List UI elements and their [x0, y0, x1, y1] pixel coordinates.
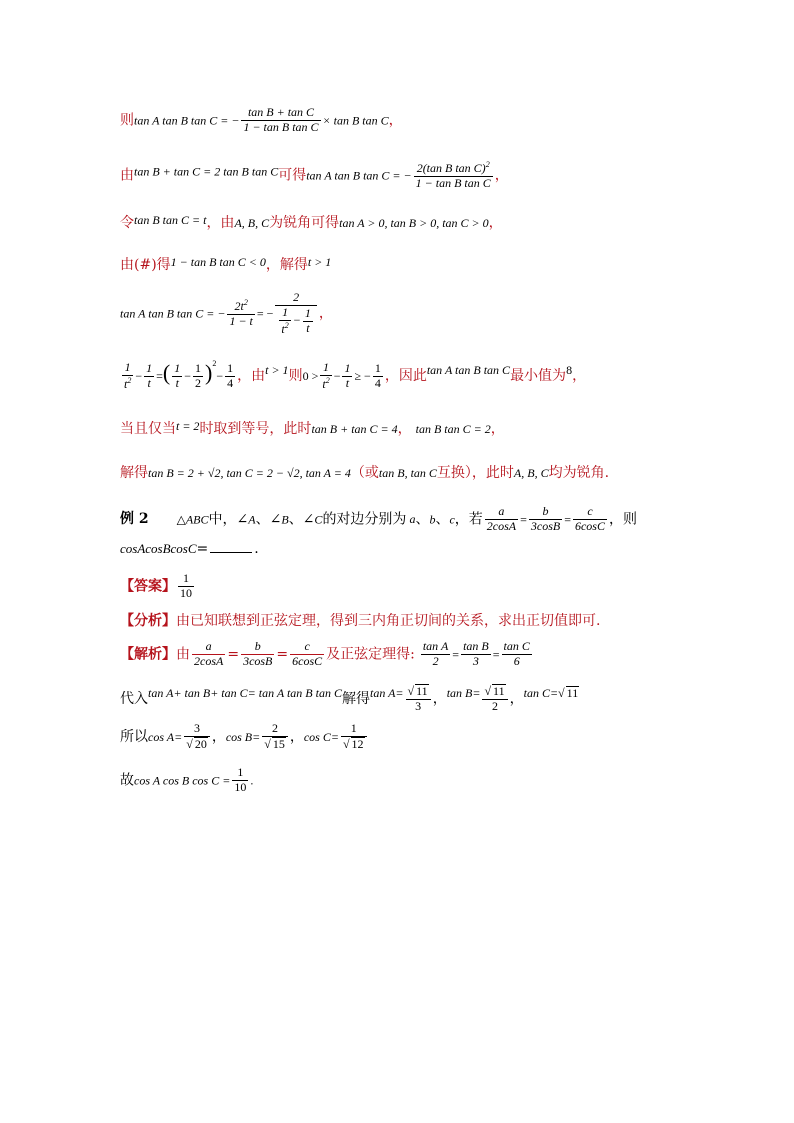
text: 由(#)得: [120, 257, 171, 273]
text: ，由: [206, 215, 235, 231]
fraction: $\frac{1}{t}$: [174, 360, 181, 390]
math: tan B, tan C: [378, 466, 437, 480]
text: ，: [388, 112, 403, 129]
text: ，则: [608, 511, 637, 528]
text: 则: [288, 368, 303, 384]
sqrt: √ 11: [558, 685, 579, 700]
fraction: $\frac{2t^2}{1 - t}$: [229, 298, 253, 329]
line-15: [120, 722, 369, 752]
math: 0 >: [302, 369, 319, 383]
text: 解得: [120, 465, 148, 481]
math: tan B + tan C = 2 tan B tan C: [134, 164, 279, 179]
text: ，: [494, 167, 509, 184]
text: 互换）: [436, 465, 472, 481]
fraction: $\frac{1}{t^2}$: [124, 359, 132, 391]
fraction: $\frac{1}{t}$: [146, 360, 153, 390]
math: A, B, C: [513, 466, 549, 480]
line-4: [120, 256, 331, 272]
text: ，: [289, 728, 304, 745]
math: cos C=: [303, 729, 339, 744]
math: A: [248, 512, 256, 527]
text: 当且仅当: [120, 421, 176, 437]
answer-blank: [210, 542, 252, 553]
math: t > 1: [265, 363, 289, 377]
text: ，: [432, 690, 447, 707]
text: ，: [490, 421, 505, 437]
fraction: $\frac{1}{10}$: [180, 571, 192, 600]
text: 、∠: [288, 511, 315, 528]
text: 解得: [341, 690, 370, 707]
line-13: 【解析】由 $\frac{a}{2\cos A}$ = $\frac{b}{3\cos B}$ = $\frac{c}{6\cos C}$ 及正弦定理得: $\frac{\text{tan A}}{2}$ = $\frac{\text{tan B}}{3}$ = $\frac{\text{tan C}}{6}$: [120, 639, 530, 668]
math: t = 2: [176, 419, 200, 433]
fraction: $\frac{\text{tan C}}{6}$: [503, 639, 530, 668]
math: tan B=: [446, 685, 481, 700]
text: ，: [397, 421, 412, 437]
text: ，若: [454, 511, 483, 528]
text: 的对边分别为: [322, 511, 407, 528]
math: tan B tan C = 2: [415, 422, 491, 436]
math: cosAcosBcosC: [120, 541, 197, 556]
fraction: $\frac{\text{tan A}}{2}$: [422, 639, 449, 668]
fraction: $\frac{3}{√ 20}$: [184, 722, 210, 752]
math: C: [314, 512, 323, 527]
line-6: $\frac{1}{t^2}$ − $\frac{1}{t}$ =( $\frac{1}{t}$ − $\frac{1}{2}$ )$^2$− $\frac{1}{4}$ ，由t > 1则0 > $\frac{1}{t^2}$ − $\frac{1}{t}$ ≥ − $\frac{1}{4}$ ，因此tan A tan B tan C最小值为8，: [124, 359, 587, 391]
text: ，由: [237, 368, 266, 384]
text: 则: [120, 112, 134, 129]
fraction: $\frac{√ 11}{3}$: [406, 684, 431, 714]
text: .: [254, 541, 259, 557]
math: tan B = 2 + √2, tan C = 2 − √2, tan A = 4: [148, 466, 351, 480]
fraction: $\frac{2}{√ 15}$: [262, 722, 288, 752]
text: ，: [509, 690, 524, 707]
text: ，解得: [265, 257, 308, 273]
math: tan A tan B tan C = −: [120, 306, 226, 321]
math: B: [281, 512, 289, 527]
text: ，: [572, 368, 587, 384]
line-12: [120, 614, 600, 628]
math: tan B tan C = t: [134, 213, 207, 227]
math: tan A tan B tan C: [426, 363, 511, 377]
example-label: 例 2: [120, 511, 149, 528]
text: 及正弦定理得:: [326, 646, 415, 663]
math: × tan B tan C: [322, 113, 389, 128]
math: tan B + tan C = 4: [311, 422, 398, 436]
text: =: [196, 541, 209, 557]
math: 1 − tan B tan C < 0: [170, 255, 266, 269]
text: 由: [176, 646, 190, 663]
text: 、: [435, 511, 450, 528]
line-1: [120, 106, 403, 135]
line-5: [120, 291, 333, 336]
math: ≥ −: [354, 369, 371, 383]
math: tan A tan B tan C = −: [306, 168, 412, 183]
line-8: [120, 466, 609, 480]
fraction: $\frac{2(\tan B \tan C)^2}{\text{1 − tan B tan C}}$: [415, 160, 491, 190]
text: 所以: [120, 728, 148, 745]
answer-label: 【答案】: [120, 578, 176, 595]
text: 故: [120, 772, 134, 789]
math: tan A+ tan B+ tan C= tan A tan B tan C: [148, 685, 342, 700]
text: .: [250, 773, 254, 788]
text: 由: [120, 167, 134, 184]
text: 由已知联想到正弦定理，得到三内角正切间的关系，求出正切值即可.: [176, 613, 601, 629]
line-7: [120, 420, 505, 436]
text: ，因此: [384, 368, 427, 384]
math: cos A cos B cos C =: [134, 773, 231, 788]
line-10: [120, 542, 259, 556]
text: ，此时: [471, 465, 514, 481]
line-14: [120, 684, 579, 714]
fraction: $\frac{1}{√ 12}$: [341, 722, 367, 752]
text: ，: [488, 215, 503, 231]
fraction: 2 $\frac{1}{t^2}$ − $\frac{1}{t}$: [275, 291, 316, 336]
math: = −: [256, 306, 274, 321]
text: 令: [120, 215, 134, 231]
math: tan C=: [523, 685, 559, 700]
text: 最小值为: [510, 368, 567, 384]
math: tan A=: [369, 685, 404, 700]
fraction: $\frac{1}{10}$: [234, 765, 247, 794]
text: 代入: [120, 690, 148, 707]
text: 中，∠: [208, 511, 249, 528]
math: cos A=: [148, 729, 183, 744]
text: 时取到等号，此时: [199, 421, 312, 437]
fraction: $\frac{1}{2}$: [195, 360, 202, 390]
fraction: $\frac{c}{6\cos C}$: [574, 504, 605, 533]
math: a: [409, 512, 416, 527]
text: ，: [211, 728, 226, 745]
fraction: $\frac{1}{4}$: [374, 360, 381, 390]
fraction: $\frac{1}{t^2}$: [322, 359, 330, 391]
exponent: 2: [212, 359, 217, 368]
text: ，: [318, 305, 333, 322]
math: tan A > 0, tan B > 0, tan C > 0: [339, 216, 489, 230]
fraction: $\frac{\text{tan B}}{3}$: [463, 639, 489, 668]
math: c: [449, 512, 455, 527]
fraction: $\frac{b}{3\cos B}$: [530, 504, 561, 533]
fraction: $\frac{b}{3\cos B}$: [243, 639, 273, 668]
math: tan A tan B tan C = −: [134, 113, 240, 128]
line-3: [120, 214, 503, 230]
math: t > 1: [307, 255, 332, 269]
line-11: [120, 572, 196, 601]
fraction: $\frac{1}{4}$: [227, 360, 234, 390]
fraction: $\frac{a}{2\cos A}$: [486, 504, 517, 533]
solution-label: 【解析】: [120, 646, 176, 663]
fraction: $\frac{c}{6\cos C}$: [292, 639, 323, 668]
analysis-label: 【分析】: [120, 613, 176, 629]
math: △ABC: [176, 512, 209, 527]
line-16: [120, 766, 253, 795]
text: （或: [350, 465, 379, 481]
text: 为锐角可得: [269, 215, 340, 231]
math: 8: [566, 363, 573, 377]
fraction: $\frac{√ 11}{2}$: [482, 684, 507, 714]
line-9: 例 2 △ABC中，∠A、∠B、∠C的对边分别为 a、b、c，若 $\frac{a}{2\cos A}$ = $\frac{b}{3\cos B}$ = $\frac{c}{6\cos C}$ ，则: [120, 504, 637, 533]
math: cos B=: [225, 729, 261, 744]
line-2: [120, 160, 509, 191]
fraction: $\frac{\text{tan B + tan C}}{\text{1 − tan B tan C}}$: [243, 105, 319, 134]
fraction: $\frac{1}{t}$: [344, 360, 351, 390]
text: 、: [415, 511, 430, 528]
fraction: $\frac{a}{2\cos A}$: [194, 639, 224, 668]
text: 可得: [278, 167, 307, 184]
text: 均为锐角.: [548, 465, 610, 481]
math: A, B, C: [234, 216, 270, 230]
math: b: [429, 512, 436, 527]
text: 、∠: [255, 511, 282, 528]
